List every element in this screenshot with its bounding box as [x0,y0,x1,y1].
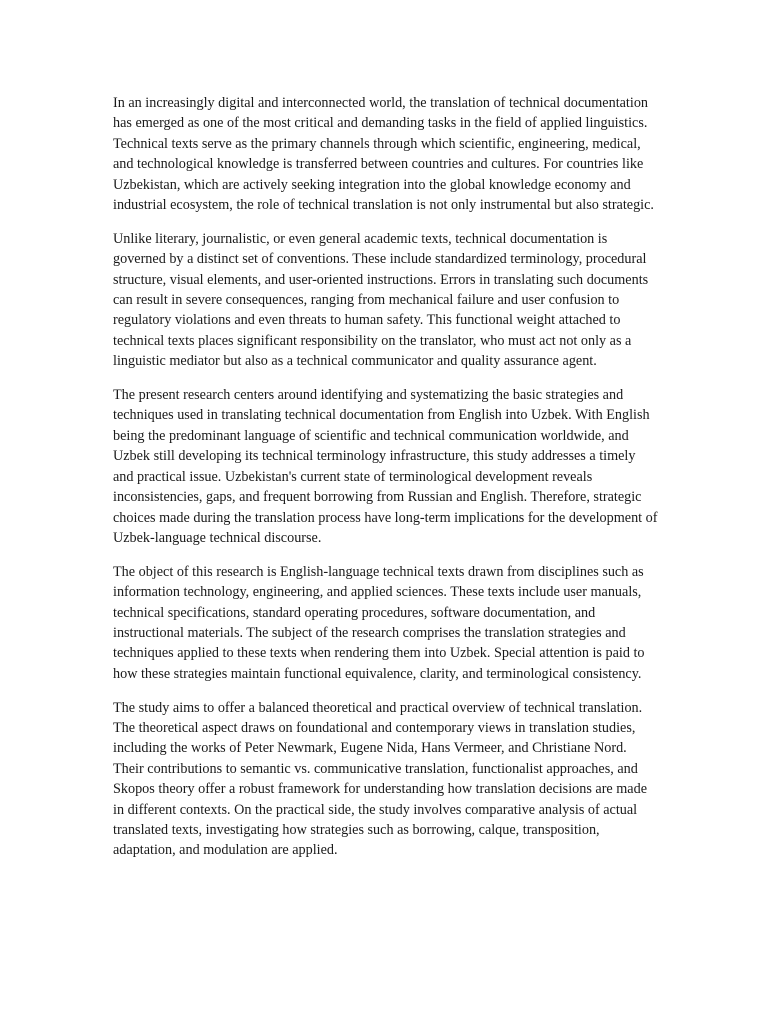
paragraph-object-subject: The object of this research is English-language technical texts drawn from disciplines such as information technology, engineering, and applied sciences. These texts include user manuals, technical specifications, standard operating procedures, software documentation, and instructional materials. The subject of the research comprises the translation strategies and techniques applied to these texts when rendering them into Uzbek. Special attention is paid to how these strategies maintain functional equivalence, clarity, and terminological consistency. [113,563,645,682]
paragraph-aims: The study aims to offer a balanced theoretical and practical overview of technical translation. The theoretical aspect draws on foundational and contemporary views in translation studies, including the works of Peter Newmark, Eugene Nida, Hans Vermeer, and Christiane Nord. Their contributions to semantic vs. communicative translation, functionalist approaches, and Skopos theory offer a robust framework for understanding how translation decisions are made in different contexts. On the practical side, the study involves comparative analysis of actual translated texts, investigating how strategies such as borrowing, calque, transposition, adaptation, and modulation are applied. [113,699,647,859]
paragraph-intro: In an increasingly digital and interconnected world, the translation of technical documentation has emerged as one of the most critical and demanding tasks in the field of applied linguistics. Technical texts serve as the primary channels through which scientific, engineering, medical, and technological knowledge is transferred between countries and cultures. For countries like Uzbekistan, which are actively seeking integration into the global knowledge economy and industrial ecosystem, the role of technical translation is not only instrumental but also strategic. [113,95,654,214]
document-body [113,93,659,874]
paragraph-research-focus: The present research centers around identifying and systematizing the basic strategies and techniques used in translating technical documentation from English into Uzbek. With English being the predominant language of scientific and technical communication worldwide, and Uzbek still developing its technical terminology infrastructure, this study addresses a timely and practical issue. Uzbekistan's current state of terminological development reveals inconsistencies, gaps, and frequent borrowing from Russian and English. Therefore, strategic choices made during the translation process have long-term implications for the development of Uzbek-language technical discourse. [113,387,658,546]
paragraph-conventions: Unlike literary, journalistic, or even general academic texts, technical documentation is governed by a distinct set of conventions. These include standardized terminology, procedural structure, visual elements, and user-oriented instructions. Errors in translating such documents can result in severe consequences, ranging from mechanical failure and user confusion to regulatory violations and even threats to human safety. This functional weight attached to technical texts places significant responsibility on the translator, who must act not only as a linguistic mediator but also as a technical communicator and quality assurance agent. [113,230,649,370]
